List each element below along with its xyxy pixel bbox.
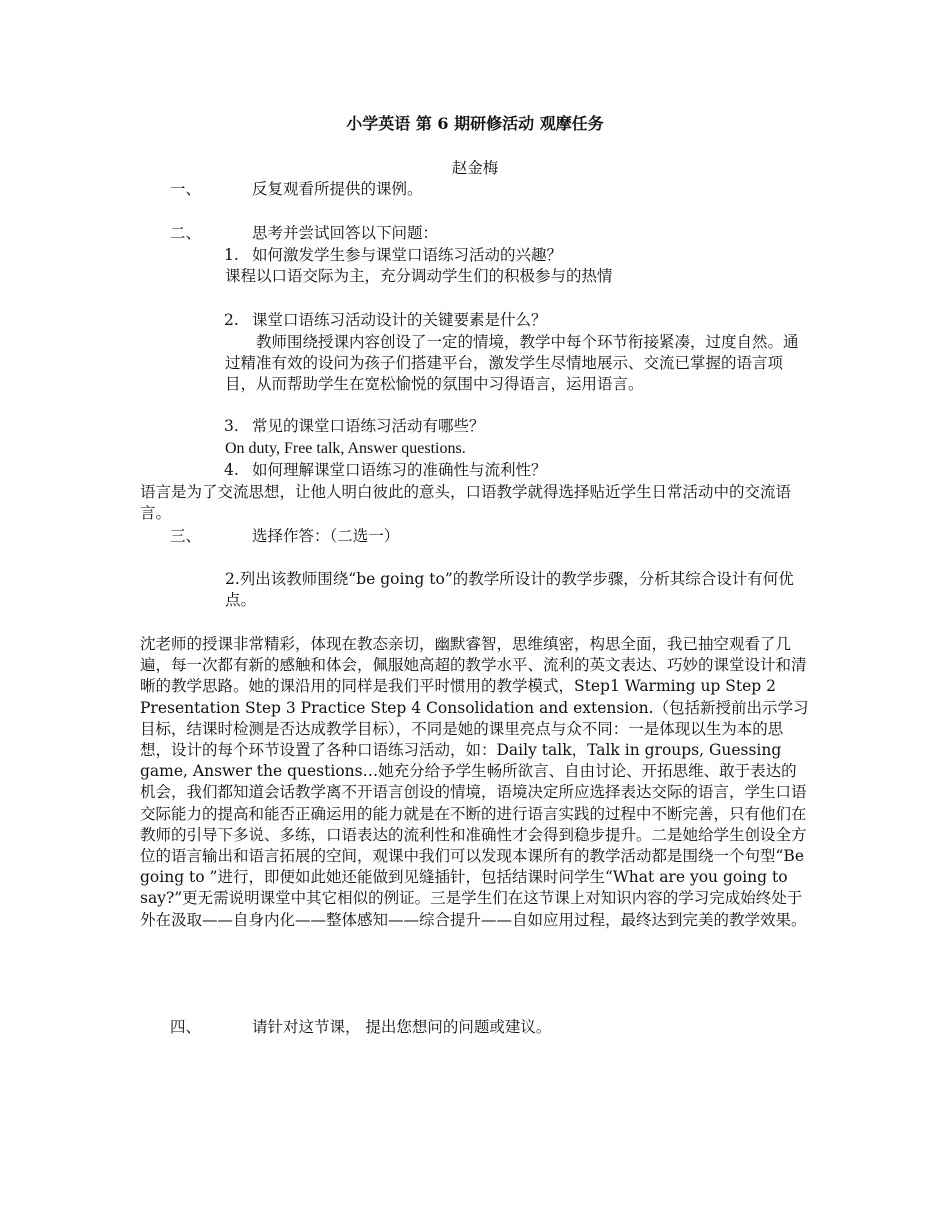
question-1-text: 如何激发学生参与课堂口语练习活动的兴趣？	[252, 246, 563, 264]
question-1-number: 1.	[224, 246, 239, 264]
section-1-text: 反复观看所提供的课例。	[252, 180, 423, 198]
section-3-number: 三、	[170, 527, 202, 545]
document-title: 小学英语 第 6 期研修活动 观摩任务	[346, 114, 604, 133]
section-2-number: 二、	[170, 224, 202, 242]
question-3-answer: On duty, Free talk, Answer questions.	[225, 440, 466, 457]
question-4-number: 4.	[224, 461, 239, 479]
question-2-answer: 教师围绕授课内容创设了一定的情境，教学中每个环节衔接紧凑，过度自然。通过精准有效的设问为孩子们搭建平台，激发学生尽情地展示、交流已掌握的语言项目，从而帮助学生在宽松愉悦的氛围中习得语言，运用语言。	[225, 333, 799, 393]
question-3-number: 3.	[224, 417, 239, 435]
question-4-answer: 语言是为了交流思想，让他人明白彼此的意头，口语教学就得选择贴近学生日常活动中的交流语言。	[140, 483, 792, 523]
section-4-number: 四、	[170, 1018, 202, 1036]
section-4-text: 请针对这节课， 提出您想问的问题或建议。	[252, 1018, 552, 1036]
section-3-text: 选择作答：（二选一）	[252, 527, 400, 545]
author-name: 赵金梅	[451, 159, 499, 177]
section-1-number: 一、	[170, 180, 202, 198]
question-1-answer: 课程以口语交际为主，充分调动学生们的积极参与的热情	[225, 267, 613, 285]
question-4-text: 如何理解课堂口语练习的准确性与流利性？	[252, 461, 547, 479]
question-2-text: 课堂口语练习活动设计的关键要素是什么？	[252, 311, 547, 329]
question-3-text: 常见的课堂口语练习活动有哪些？	[252, 417, 485, 435]
essay-paragraph: 沈老师的授课非常精彩，体现在教态亲切，幽默睿智，思维缜密，构思全面，我已抽空观看了几遍，每一次都有新的感触和体会，佩服她高超的教学水平、流利的英文表达、巧妙的课堂设计和清晰的教学思路。她的课沿用的同样是我们平时惯用的教学模式，Step1 Warming up Step 2 Presentation Step 3 Practice Step 4 Consolidation and extension.（包括新授前出示学习目标，结课时检测是否达成教学目标），不同是她的课里亮点与众不同：一是体现以生为本的思想，设计的每个环节设置了各种口语练习活动，如：Daily talk，Talk in groups, Guessing game, Answer the questions…她充分给予学生畅所欲言、自由讨论、开拓思维、敢于表达的机会，我们都知道会话教学离不开语言创设的情境，语境决定所应选择表达交际的语言，学生口语交际能力的提高和能否正确运用的能力就是在不断的进行语言实践的过程中不断完善，只有他们在教师的引导下多说、多练，口语表达的流利性和准确性才会得到稳步提升。二是她给学生创设全方位的语言输出和语言拓展的空间，观课中我们可以发现本课所有的教学活动都是围绕一个句型“Be going to ”进行，即便如此她还能做到见缝插针，包括结课时问学生“What are you going to say?”更无需说明课堂中其它相似的例证。三是学生们在这节课上对知识内容的学习完成始终处于外在汲取——自身内化——整体感知——综合提升——自如应用过程，最终达到完美的教学效果。	[140, 635, 809, 929]
section-2-text: 思考并尝试回答以下问题：	[252, 224, 439, 242]
question-2-number: 2.	[224, 311, 239, 329]
choice-prompt: 2.列出该教师围绕“be going to”的教学所设计的教学步骤，分析其综合设计有何优点。	[225, 570, 794, 609]
